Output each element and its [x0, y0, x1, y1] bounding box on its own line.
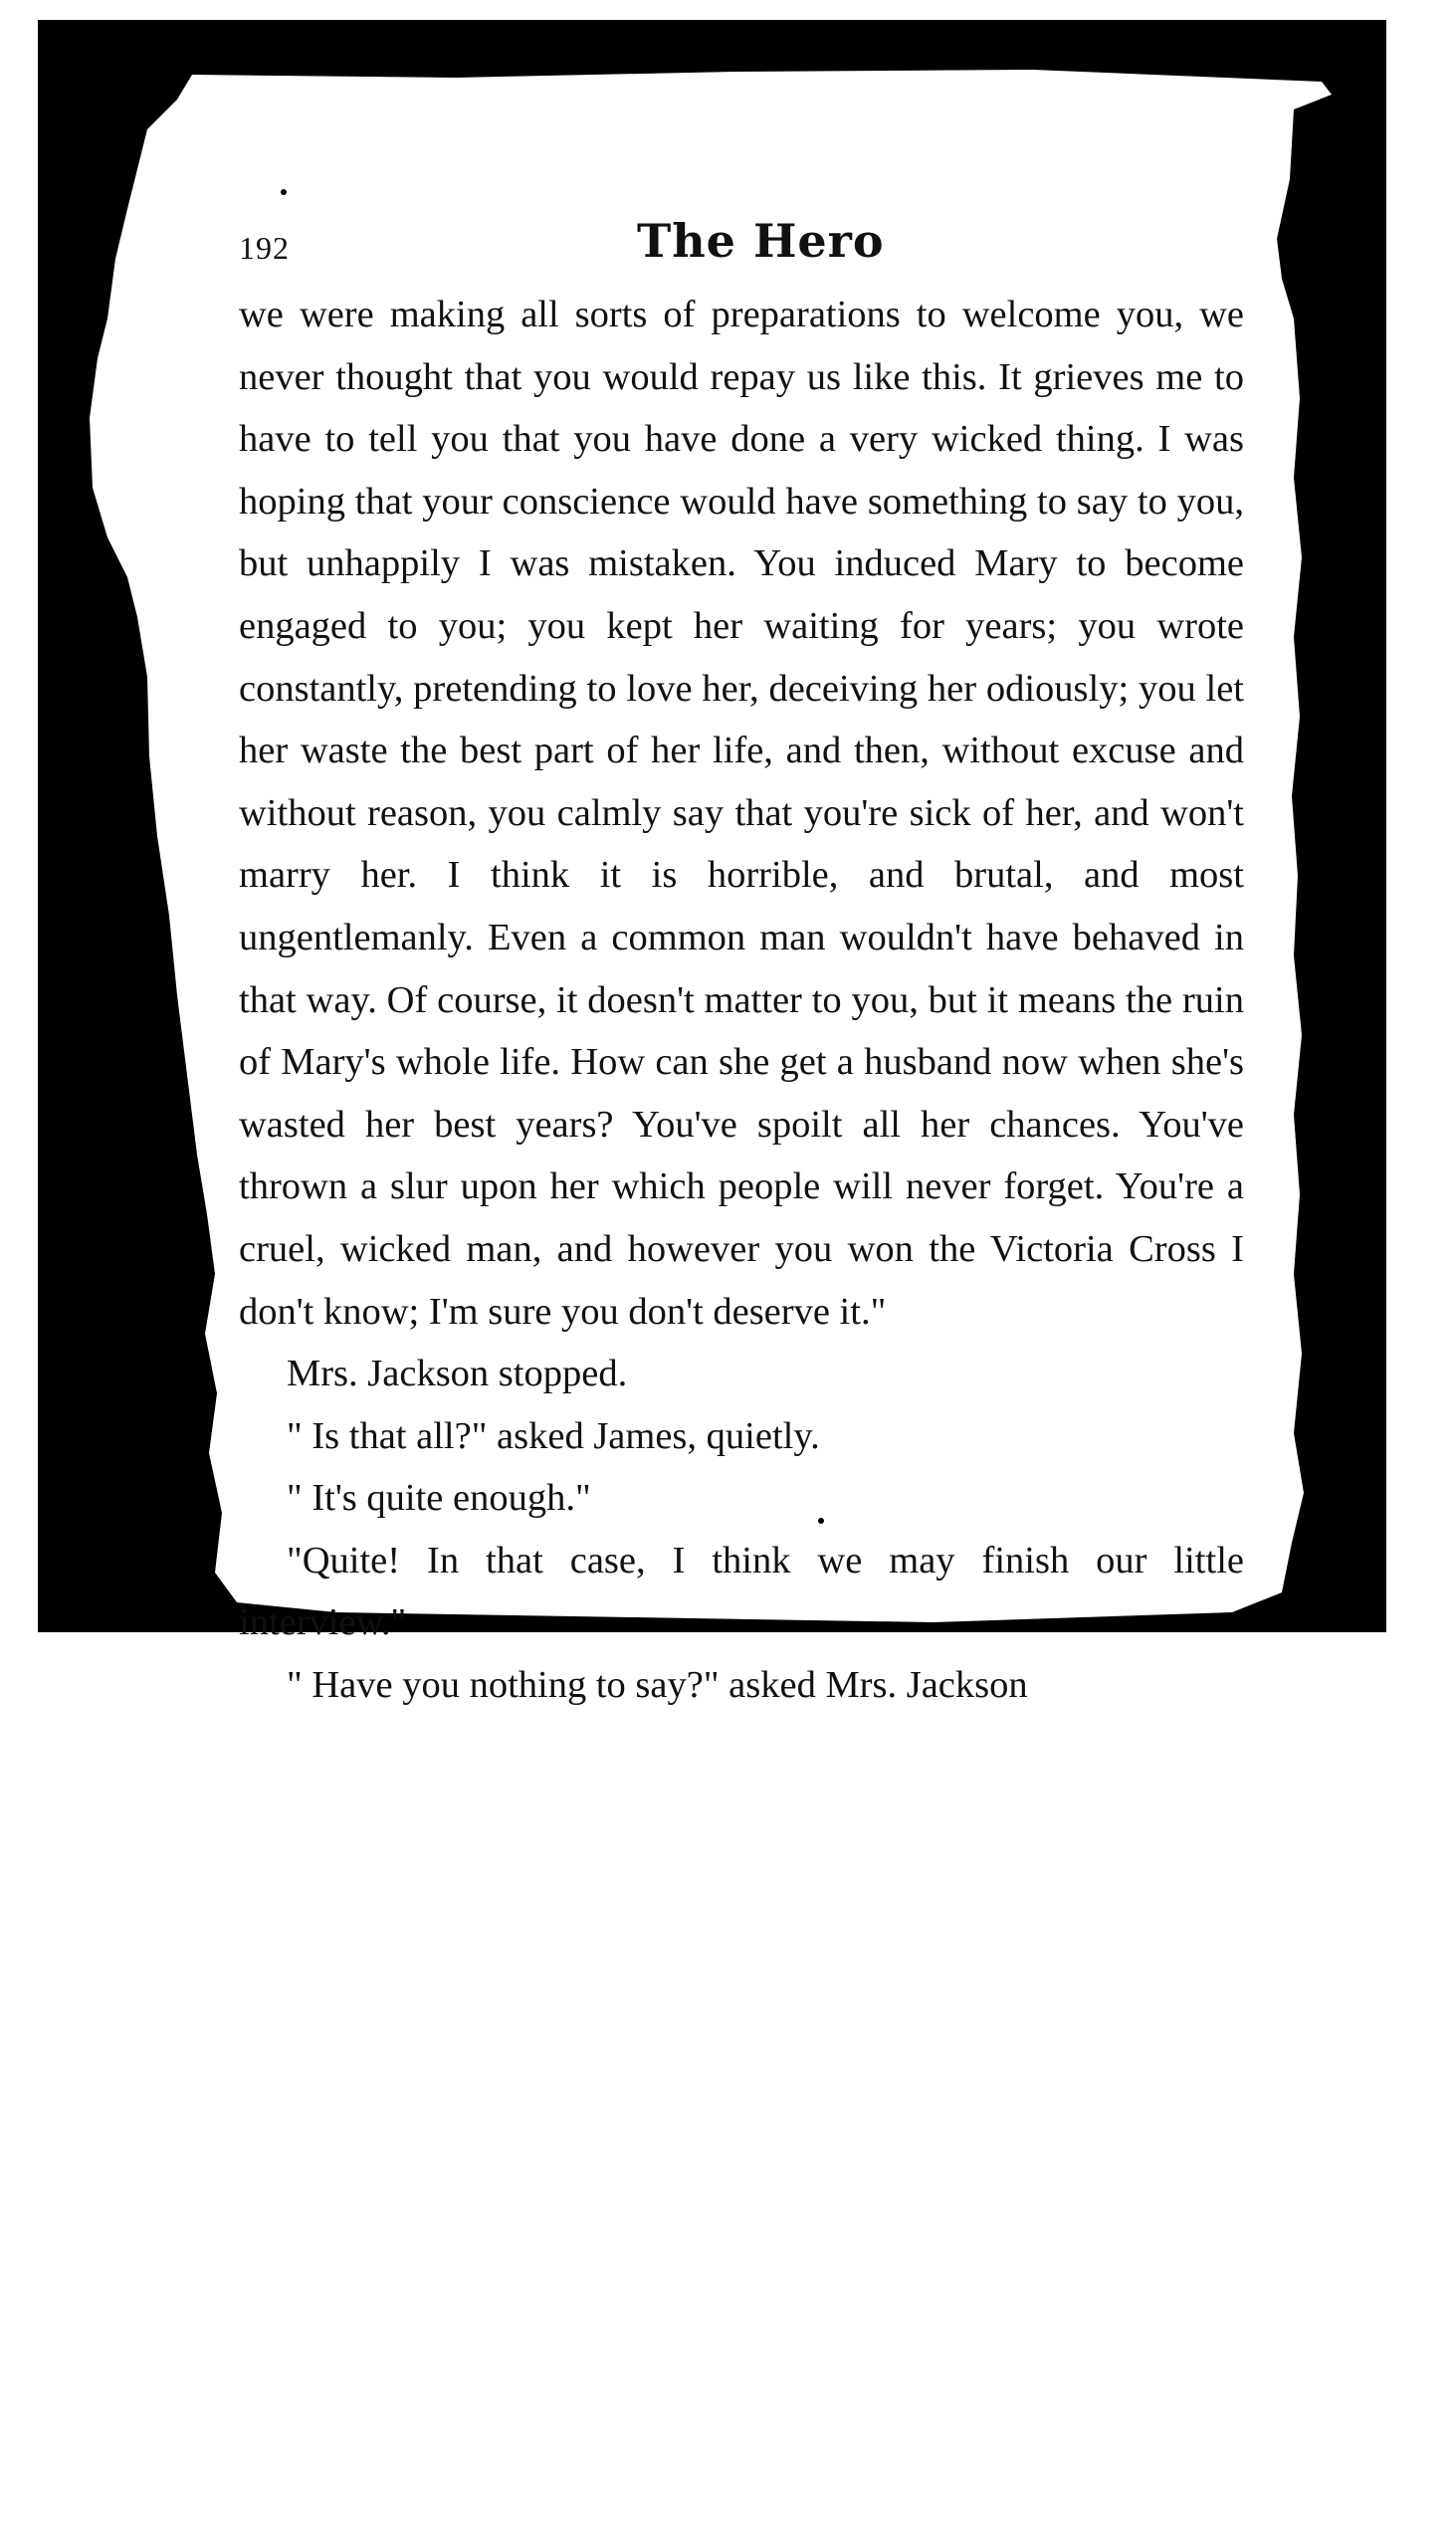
paragraph: we were making all sorts of preparations to welcome you, we never thought that you would repay us like this. It grieves me to have to tell you that you have done a very wicked thing. I was hoping that your conscience would have something to say to you, but unhappily I was mistaken. You induced Mary to become engaged to you; you kept her waiting for years; you wrote constantly, pretending to love her, deceiving her odiously; you let her waste the best part of her life, and then, without excuse and without reason, you calmly say that you're sick of her, and won't marry her. I think it is horrible, and brutal, and most ungentlemanly. Even a common man wouldn't have behaved in that way. Of course, it doesn't matter to you, but it means the ruin of Mary's whole life. How can she get a husband now when she's wasted her best years? You've spoilt all her chances. You've thrown a slur upon her which people will never forget. You're a cruel, wicked man, and however you won the Victoria Cross I don't know; I'm sure you don't deserve it."	[239, 294, 1244, 1333]
paragraph: "Quite! In that case, I think we may finish our little interview."	[239, 1539, 1244, 1644]
ink-speck	[281, 189, 287, 195]
paragraph: " Is that all?" asked James, quietly.	[287, 1414, 820, 1457]
ink-speck	[818, 1518, 824, 1524]
paragraph: Mrs. Jackson stopped.	[287, 1353, 628, 1395]
book-page	[239, 214, 1244, 1717]
paragraph: " Have you nothing to say?" asked Mrs. Jackson	[287, 1664, 1028, 1707]
running-title: The Hero	[637, 214, 885, 268]
running-head	[239, 214, 1244, 284]
body-text	[239, 284, 1244, 1717]
page-number: 192	[239, 230, 290, 266]
paragraph: " It's quite enough."	[287, 1477, 591, 1520]
